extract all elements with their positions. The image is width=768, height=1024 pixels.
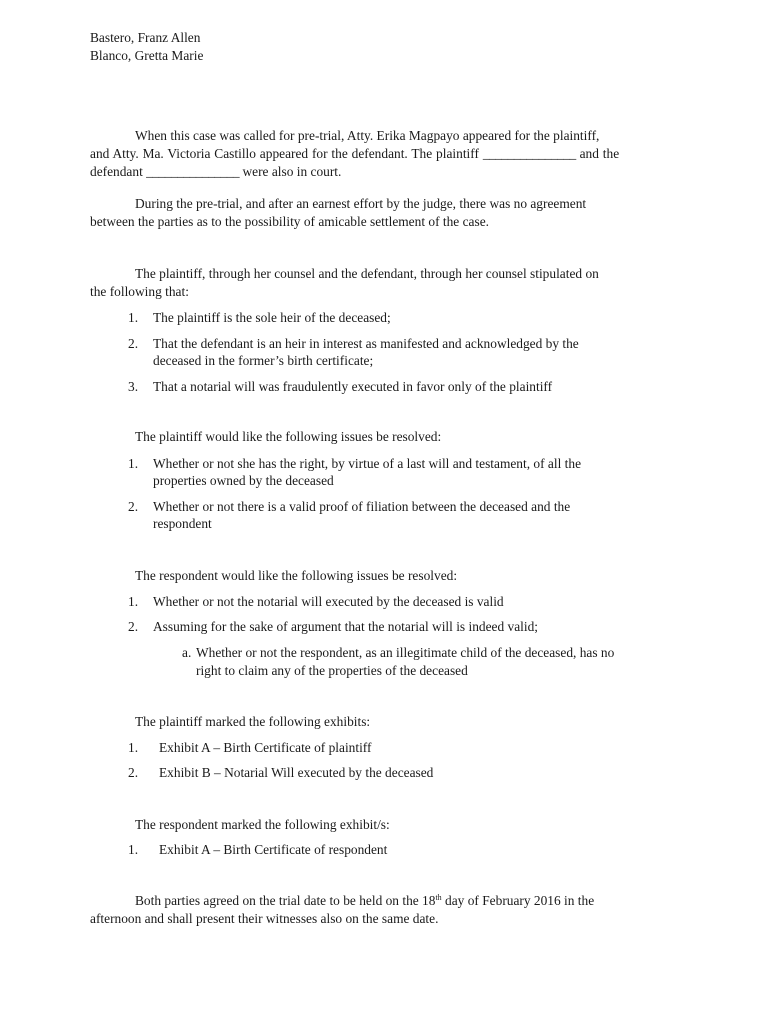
list-text: The plaintiff is the sole heir of the deceased; [153, 310, 391, 325]
list-letter: a. [182, 645, 192, 660]
paragraph-appearances [90, 127, 678, 181]
list-text: deceased in the former’s birth certificate; [153, 353, 374, 368]
list-text: That a notarial will was fraudulently executed in favor only of the plaintiff [153, 379, 553, 394]
paragraph-stipulation [90, 265, 678, 301]
list-number: 2. [128, 765, 139, 780]
paragraph-line: During the pre-trial, and after an earnest effort by the judge, there was no agreement [135, 196, 587, 211]
paragraph-line: defendant [90, 164, 143, 179]
list-text: Whether or not she has the right, by virtue of a last will and testament, of all the [153, 456, 582, 471]
list-text: Whether or not the notarial will executed by the deceased is valid [153, 594, 504, 609]
section-intro-text: The respondent marked the following exhibit/s: [135, 817, 390, 832]
paragraph-line: between the parties as to the possibility of amicable settlement of the case. [90, 214, 489, 229]
list-text: properties owned by the deceased [153, 473, 334, 488]
paragraph-line: afternoon and shall present their witnesses also on the same date. [90, 911, 439, 926]
list-number: 3. [128, 379, 139, 394]
paragraph-trial-date [90, 892, 678, 928]
list-text: Whether or not the respondent, as an illegitimate child of the deceased, has no [196, 645, 615, 660]
list-number: 2. [128, 499, 139, 514]
list-number: 2. [128, 336, 139, 351]
section-intro-text: The plaintiff marked the following exhibits: [135, 714, 371, 729]
paragraph-line: Both parties agreed on the trial date to be held on the 18 [135, 893, 436, 908]
paragraph-line: and the [579, 146, 620, 161]
list-number: 1. [128, 594, 139, 609]
ordinal-suffix: th [435, 893, 442, 902]
paragraph-line: When this case was called for pre-trial, Atty. Erika Magpayo appeared for the plaintiff, [135, 128, 600, 143]
author-name: Bastero, Franz Allen [90, 30, 201, 45]
list-text: Exhibit B – Notarial Will executed by the deceased [159, 765, 434, 780]
section-intro-text: The respondent would like the following issues be resolved: [135, 568, 458, 583]
list-text: Exhibit A – Birth Certificate of respondent [159, 842, 388, 857]
paragraph-line: The plaintiff, through her counsel and the defendant, through her counsel stipulated on [135, 266, 599, 281]
list-number: 2. [128, 619, 139, 634]
paragraph-settlement [90, 195, 678, 231]
list-text: Exhibit A – Birth Certificate of plaintiff [159, 740, 372, 755]
list-text: Whether or not there is a valid proof of filiation between the deceased and the [153, 499, 571, 514]
paragraph-line: and Atty. Ma. Victoria Castillo appeared for the defendant. The plaintiff [90, 146, 479, 161]
list-number: 1. [128, 740, 139, 755]
list-text: That the defendant is an heir in interest as manifested and acknowledged by the [153, 336, 579, 351]
list-text: right to claim any of the properties of the deceased [196, 663, 468, 678]
paragraph-line: were also in court. [242, 164, 342, 179]
list-number: 1. [128, 842, 139, 857]
paragraph-line: the following that: [90, 284, 189, 299]
list-number: 1. [128, 456, 139, 471]
paragraph-line: day of February 2016 in the [445, 893, 595, 908]
list-number: 1. [128, 310, 139, 325]
list-text: Assuming for the sake of argument that the notarial will is indeed valid; [153, 619, 539, 634]
list-text: respondent [153, 516, 212, 531]
author-names [90, 29, 678, 65]
blank-line: _______________ [482, 146, 576, 161]
section-intro-text: The plaintiff would like the following issues be resolved: [135, 429, 442, 444]
blank-line: _______________ [146, 164, 240, 179]
author-name: Blanco, Gretta Marie [90, 48, 204, 63]
